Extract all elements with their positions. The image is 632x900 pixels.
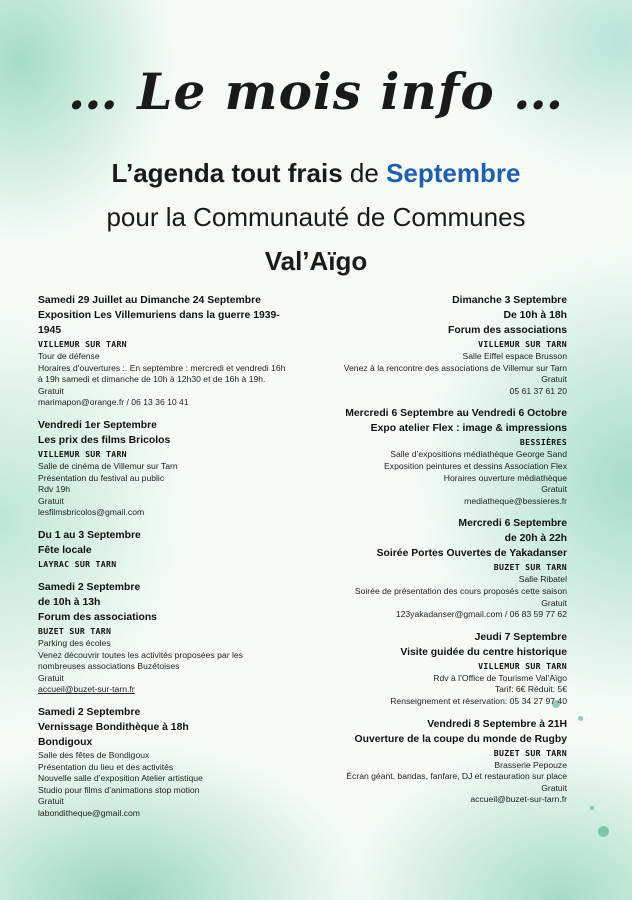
left-events-column <box>38 293 288 828</box>
event-detail: Renseignement et réservation: 05 34 27 97 40 <box>390 695 567 706</box>
event-detail: Salle Ribatel <box>518 574 567 585</box>
event-detail: Salle Eiffel espace Brusson <box>462 351 567 361</box>
event-contact[interactable]: accueil@buzet-sur-tarn.fr <box>38 684 135 695</box>
event-location: BUZET SUR TARN <box>493 747 567 758</box>
event-detail: Gratuit <box>541 782 567 793</box>
event-heading: de 20h à 22h <box>504 533 567 545</box>
event-heading: Mercredi 6 Septembre <box>458 518 567 530</box>
event-heading: Ouverture de la coupe du monde de Rugby <box>354 733 567 745</box>
event-detail: Nouvelle salle d’exposition Atelier artistique <box>38 773 203 784</box>
event-detail: Horaires d’ouvertures :. En septembre : mercredi et vendredi 16h à 19h samedi et dimanche de 10h à 12h30 et de 16h à 19h. <box>38 362 286 385</box>
event-heading: Vendredi 1er Septembre <box>38 419 157 431</box>
event-detail: Soirée de présentation des cours proposés cette saison <box>354 585 567 596</box>
event-detail: Gratuit <box>38 385 64 396</box>
event-heading: Mercredi 6 Septembre au Vendredi 6 Octobre <box>345 408 567 420</box>
event-detail: Rdv à l’Office de Tourisme Val’Aïgo <box>433 672 567 683</box>
event-heading: Du 1 au 3 Septembre <box>38 529 141 541</box>
event-heading: Bondigoux <box>38 736 93 748</box>
paint-speck <box>578 716 583 721</box>
event-contact[interactable]: mediatheque@bessieres.fr <box>464 495 567 506</box>
event-detail: Tour de défense <box>38 351 100 361</box>
event-item <box>312 717 567 806</box>
event-heading: Forum des associations <box>448 325 567 336</box>
event-detail: Salle d’expositions médiathèque George Sand <box>390 449 567 460</box>
event-location: BESSIÈRES <box>519 437 567 448</box>
event-heading: Visite guidée du centre historique <box>400 646 567 658</box>
event-heading: Vendredi 8 Septembre à 21H <box>427 718 567 730</box>
event-detail: Gratuit <box>541 374 567 385</box>
event-contact[interactable]: labonditheque@gmail.com <box>38 807 140 818</box>
event-contact[interactable]: lesfilmsbricolos@gmail.com <box>38 507 145 518</box>
event-detail: 05 61 37 61 20 <box>509 385 567 396</box>
event-detail: Gratuit <box>38 495 64 506</box>
event-location: VILLEMUR SUR TARN <box>478 339 567 349</box>
event-detail: Gratuit <box>541 597 567 608</box>
event-detail: Présentation du festival au public <box>38 472 165 483</box>
subtitle-connector: de <box>342 158 387 188</box>
event-heading: de 10h à 13h <box>38 596 101 608</box>
event-location: BUZET SUR TARN <box>493 562 567 573</box>
event-detail: Écran géant, bandas, fanfare, DJ et restauration sur place <box>346 771 567 782</box>
event-location: VILLEMUR SUR TARN <box>38 339 127 349</box>
event-detail: Tarif: 6€ Réduit: 5€ <box>494 684 567 695</box>
event-item <box>312 406 567 507</box>
event-heading: Soirée Portes Ouvertes de Yakadanser <box>376 548 567 560</box>
event-location: VILLEMUR SUR TARN <box>478 660 567 671</box>
event-heading: Samedi 2 Septembre <box>38 706 141 718</box>
event-location: BUZET SUR TARN <box>38 625 112 636</box>
event-heading: Dimanche 3 Septembre <box>452 295 567 306</box>
event-detail: Studio pour films d’animations stop motion <box>38 784 200 795</box>
community-line: pour la Communauté de Communes <box>106 202 526 232</box>
event-heading: De 10h à 18h <box>503 310 567 321</box>
community-name: Val’Aïgo <box>264 246 368 276</box>
event-detail: Salle de cinéma de Villemur sur Tarn <box>38 460 178 471</box>
event-detail: Venez découvrir toutes les activités proposées par les nombreuses associations Buzétoises <box>38 649 243 672</box>
event-item <box>312 516 567 620</box>
event-contact[interactable]: accueil@buzet-sur-tarn.fr <box>470 794 567 805</box>
event-detail: Venez à la rencontre des associations de Villemur sur Tarn <box>343 362 567 373</box>
agenda-subtitle <box>0 158 632 189</box>
event-detail: Salle des fêtes de Bondigoux <box>38 749 150 760</box>
event-heading: Samedi 2 Septembre <box>38 581 141 593</box>
event-heading: Samedi 29 Juillet au Dimanche 24 Septembre <box>38 295 261 306</box>
event-item <box>312 293 567 397</box>
event-detail: Gratuit <box>541 484 567 495</box>
event-item <box>38 418 288 519</box>
event-contact[interactable]: 123yakadanser@gmail.com / 06 83 59 77 62 <box>395 609 567 620</box>
page-title: … Le mois info … <box>67 62 565 121</box>
paint-speck <box>590 806 594 810</box>
event-detail: Rdv 19h <box>38 484 71 495</box>
event-item <box>38 293 288 409</box>
event-detail: Horaires ouverture médiathèque <box>443 472 567 483</box>
event-location: VILLEMUR SUR TARN <box>38 448 127 459</box>
event-heading: Forum des associations <box>38 611 157 623</box>
event-detail: Présentation du lieu et des activités <box>38 761 174 772</box>
event-heading: Jeudi 7 Septembre <box>474 631 567 643</box>
subtitle-month: Septembre <box>386 158 521 188</box>
event-item <box>312 630 567 708</box>
event-detail: Brasserie Pepouze <box>494 759 567 770</box>
event-item <box>38 580 288 696</box>
event-item <box>38 705 288 820</box>
right-events-column <box>312 293 567 815</box>
event-heading: Fête locale <box>38 544 92 556</box>
subtitle-bold-part: L’agenda tout frais <box>111 158 343 188</box>
event-location: LAYRAC SUR TARN <box>38 558 117 569</box>
event-heading: Vernissage Bondithèque à 18h <box>38 721 189 733</box>
event-contact[interactable]: marimapon@orange.fr / 06 13 36 10 41 <box>38 397 189 408</box>
event-detail: Gratuit <box>38 672 64 683</box>
paint-speck <box>598 826 609 837</box>
event-detail: Gratuit <box>38 796 64 807</box>
event-heading: Les prix des films Bricolos <box>38 434 171 446</box>
event-heading: Exposition Les Villemuriens dans la guerre 1939-1945 <box>38 310 280 336</box>
event-item <box>38 528 288 571</box>
event-heading: Expo atelier Flex : image & impressions <box>370 423 567 435</box>
event-detail: Exposition peintures et dessins Association Flex <box>384 460 567 471</box>
event-detail: Parking des écoles <box>38 637 111 648</box>
